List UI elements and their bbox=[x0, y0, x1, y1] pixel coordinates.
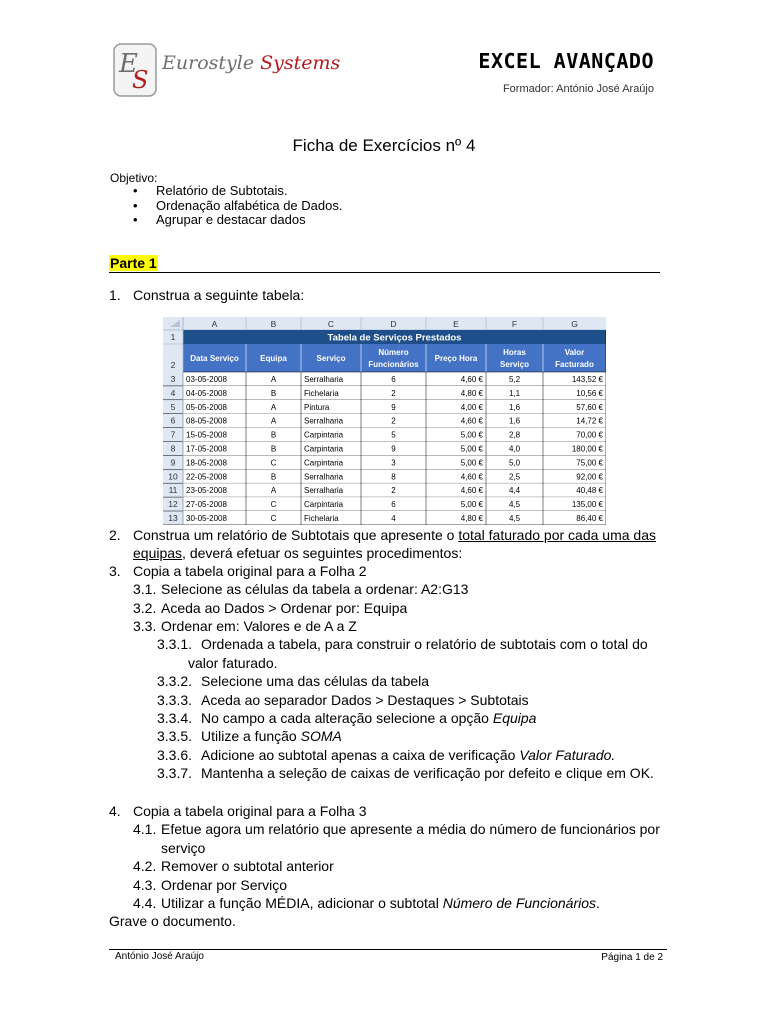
table-cell: C bbox=[270, 500, 277, 510]
table-header-cell: Serviço bbox=[500, 360, 529, 369]
column-letter: C bbox=[327, 319, 335, 329]
table-cell: 4,60 € bbox=[460, 416, 483, 426]
step-3-3-1: 3.3.1. Ordenada a tabela, para construir o relatório de subtotais com o total do bbox=[157, 636, 648, 652]
row-number: 12 bbox=[168, 499, 178, 510]
table-cell: A bbox=[270, 416, 277, 426]
footer-author: António José Araújo bbox=[115, 951, 204, 962]
table-cell: 08-05-2008 bbox=[186, 416, 227, 426]
step-4-3: 4.3. Ordenar por Serviço bbox=[133, 877, 288, 893]
step-3-3-3: 3.3.3. Aceda ao separador Dados > Destaques > Subtotais bbox=[157, 692, 529, 708]
table-cell: 15-05-2008 bbox=[186, 430, 227, 440]
column-letter: D bbox=[390, 319, 397, 329]
table-cell: Serralharia bbox=[304, 375, 344, 384]
table-cell: 2 bbox=[391, 486, 396, 496]
column-header-strip bbox=[163, 317, 606, 330]
step-3-3-4: 3.3.4. No campo a cada alteração selecione a opção Equipa bbox=[157, 710, 537, 726]
table-cell: 57,60 € bbox=[576, 402, 603, 412]
table-cell: Fichelaria bbox=[304, 388, 339, 398]
table-cell: Fichelaria bbox=[304, 514, 339, 523]
table-cell: A bbox=[270, 486, 277, 496]
svg-text:E: E bbox=[119, 49, 138, 79]
table-cell: Carpintaria bbox=[304, 458, 344, 468]
table-cell: 75,00 € bbox=[576, 458, 603, 468]
step-3-3-5: 3.3.5. Utilize a função SOMA bbox=[157, 728, 342, 744]
table-cell: 5,00 € bbox=[460, 444, 483, 454]
table-cell: 143,52 € bbox=[571, 375, 603, 384]
closing-instruction: Grave o documento. bbox=[109, 913, 236, 929]
table-header-cell: Funcionários bbox=[368, 360, 419, 369]
step-4-2: 4.2. Remover o subtotal anterior bbox=[133, 858, 334, 874]
row-number: 2 bbox=[170, 360, 176, 370]
table-header-cell: Preço Hora bbox=[434, 354, 478, 363]
row-number: 1 bbox=[170, 332, 176, 342]
objective-item: • Ordenação alfabética de Dados. bbox=[133, 199, 342, 214]
trainer-line: Formador: António José Araújo bbox=[502, 83, 654, 95]
table-cell: 8 bbox=[391, 472, 396, 482]
table-cell: 86,40 € bbox=[576, 514, 603, 523]
table-cell: Carpintaria bbox=[304, 444, 344, 454]
table-cell: 2 bbox=[391, 416, 396, 426]
table-cell: 4,0 bbox=[508, 444, 521, 454]
table-cell: C bbox=[270, 514, 277, 523]
table-cell: 2 bbox=[391, 388, 396, 398]
table-header-cell: Horas bbox=[503, 348, 526, 357]
table-cell: 23-05-2008 bbox=[186, 486, 227, 496]
table-cell: 135,00 € bbox=[571, 500, 603, 510]
table-cell: 5,00 € bbox=[460, 430, 483, 440]
objective-item: • Relatório de Subtotais. bbox=[133, 184, 342, 199]
objective-label: Objetivo: bbox=[110, 171, 158, 185]
table-cell: 9 bbox=[391, 444, 396, 454]
table-header-cell: Data Serviço bbox=[190, 354, 239, 363]
table-cell: 4,5 bbox=[508, 514, 521, 523]
table-cell: 180,00 € bbox=[571, 444, 603, 454]
table-cell: 4 bbox=[391, 514, 396, 523]
table-cell: Serralharia bbox=[304, 472, 344, 482]
row-number: 8 bbox=[170, 443, 176, 454]
column-letter: B bbox=[270, 319, 277, 329]
table-header-cell: Valor bbox=[564, 348, 585, 357]
column-letter: G bbox=[571, 319, 578, 329]
table-cell: 1,6 bbox=[508, 416, 521, 426]
row-number: 13 bbox=[168, 513, 178, 523]
row-number: 4 bbox=[170, 387, 176, 398]
step-3-1: 3.1. Selecione as células da tabela a ordenar: A2:G13 bbox=[133, 581, 469, 597]
table-cell: Serralharia bbox=[304, 416, 344, 426]
section-divider bbox=[109, 272, 660, 273]
table-header-cell: Número bbox=[378, 348, 409, 357]
document-title: EXCEL AVANÇADO bbox=[478, 49, 654, 73]
table-cell: B bbox=[270, 472, 277, 482]
table-cell: 17-05-2008 bbox=[186, 444, 227, 454]
row-number: 3 bbox=[170, 374, 176, 384]
table-cell: Serralharia bbox=[304, 486, 344, 496]
step-3-3-6: 3.3.6. Adicione ao subtotal apenas a caixa de verificação Valor Faturado. bbox=[157, 747, 616, 763]
table-cell: 27-05-2008 bbox=[186, 500, 227, 510]
table-cell: 1,6 bbox=[508, 402, 521, 412]
table-cell: 30-05-2008 bbox=[186, 514, 227, 523]
table-cell: 5,0 bbox=[508, 458, 521, 468]
table-cell: 2,5 bbox=[508, 472, 521, 482]
brand-name: Eurostyle Systems bbox=[162, 52, 341, 74]
table-cell: 4,5 bbox=[508, 500, 521, 510]
objective-list bbox=[133, 184, 342, 228]
table-cell: 92,00 € bbox=[576, 472, 603, 482]
step-4-1-continued: serviço bbox=[161, 840, 206, 856]
table-cell: 3 bbox=[391, 458, 396, 468]
footer-divider bbox=[109, 949, 667, 950]
table-cell: 4,00 € bbox=[460, 402, 483, 412]
step-2-continued: equipas, deverá efetuar os seguintes procedimentos: bbox=[133, 545, 463, 561]
table-title: Tabela de Serviços Prestados bbox=[327, 332, 462, 344]
table-cell: 9 bbox=[391, 402, 396, 412]
column-letter: E bbox=[453, 319, 459, 329]
table-cell: 40,48 € bbox=[576, 486, 603, 496]
table-cell: 22-05-2008 bbox=[186, 472, 227, 482]
table-cell: 1,1 bbox=[508, 388, 521, 398]
table-cell: 4,60 € bbox=[460, 472, 483, 482]
page-number: Página 1 de 2 bbox=[601, 952, 663, 963]
row-number: 11 bbox=[168, 485, 178, 496]
row-number: 6 bbox=[170, 415, 176, 426]
table-header-cell: Equipa bbox=[260, 354, 287, 363]
table-cell: 18-05-2008 bbox=[186, 458, 227, 468]
step-3-3-2: 3.3.2. Selecione uma das células da tabela bbox=[157, 673, 430, 689]
table-cell: B bbox=[270, 430, 277, 440]
table-cell: Pintura bbox=[304, 402, 330, 412]
step-3-3-7: 3.3.7. Mantenha a seleção de caixas de verificação por defeito e clique em OK. bbox=[157, 765, 654, 781]
table-cell: B bbox=[270, 444, 277, 454]
table-cell: 14,72 € bbox=[576, 416, 603, 426]
step-4-1: 4.1. Efetue agora um relatório que apresente a média do número de funcionários por bbox=[133, 821, 660, 837]
table-cell: 6 bbox=[391, 500, 396, 510]
column-letter: A bbox=[211, 319, 218, 329]
table-cell: Carpintaria bbox=[304, 500, 344, 510]
objective-item: • Agrupar e destacar dados bbox=[133, 213, 342, 228]
row-number: 5 bbox=[170, 401, 176, 412]
column-letter: F bbox=[511, 319, 518, 329]
table-cell: 5,00 € bbox=[460, 458, 483, 468]
step-3-3: 3.3. Ordenar em: Valores e de A a Z bbox=[133, 618, 357, 634]
step-4-4: 4.4. Utilizar a função MÉDIA, adicionar o subtotal Número de Funcionários. bbox=[133, 895, 600, 911]
company-logo bbox=[112, 42, 158, 98]
row-number: 7 bbox=[170, 429, 176, 440]
row-number: 9 bbox=[170, 457, 176, 468]
svg-text:S: S bbox=[132, 66, 149, 94]
step-3: 3. Copia a tabela original para a Folha 2 bbox=[109, 563, 367, 579]
table-cell: 4,80 € bbox=[460, 514, 483, 523]
table-cell: 5 bbox=[391, 430, 396, 440]
table-cell: 10,56 € bbox=[576, 388, 603, 398]
exercise-sheet-title: Ficha de Exercícios nº 4 bbox=[292, 136, 476, 155]
table-header-cell: Facturado bbox=[555, 360, 594, 369]
table-cell: Carpintaria bbox=[304, 430, 344, 440]
table-cell: 6 bbox=[391, 375, 396, 384]
part1-heading: Parte 1 bbox=[110, 255, 157, 271]
step-4: 4. Copia a tabela original para a Folha 3 bbox=[109, 803, 367, 819]
step-3-2: 3.2. Aceda ao Dados > Ordenar por: Equipa bbox=[133, 600, 408, 616]
table-cell: B bbox=[270, 388, 277, 398]
table-cell: 2,8 bbox=[508, 430, 521, 440]
row-number: 10 bbox=[168, 471, 178, 482]
table-cell: 5,00 € bbox=[460, 500, 483, 510]
table-header-cell: Serviço bbox=[316, 354, 346, 363]
table-cell: A bbox=[270, 375, 277, 384]
table-cell: 03-05-2008 bbox=[186, 375, 227, 384]
table-cell: 4,60 € bbox=[460, 375, 483, 384]
table-cell: 70,00 € bbox=[576, 430, 603, 440]
step-3-3-1-continued: valor faturado. bbox=[188, 655, 278, 671]
table-cell: 04-05-2008 bbox=[186, 388, 227, 398]
table-cell: 4,4 bbox=[508, 486, 521, 496]
table-cell: 4,60 € bbox=[460, 486, 483, 496]
table-cell: C bbox=[270, 458, 277, 468]
step-1: 1. Construa a seguinte tabela: bbox=[109, 287, 305, 303]
table-cell: 05-05-2008 bbox=[186, 402, 227, 412]
spreadsheet-image bbox=[163, 317, 606, 525]
table-cell: 4,80 € bbox=[460, 388, 483, 398]
table-cell: 5,2 bbox=[508, 375, 521, 384]
table-cell: A bbox=[270, 402, 277, 412]
step-2: 2. Construa um relatório de Subtotais que apresente o total faturado por cada uma das bbox=[109, 527, 656, 543]
